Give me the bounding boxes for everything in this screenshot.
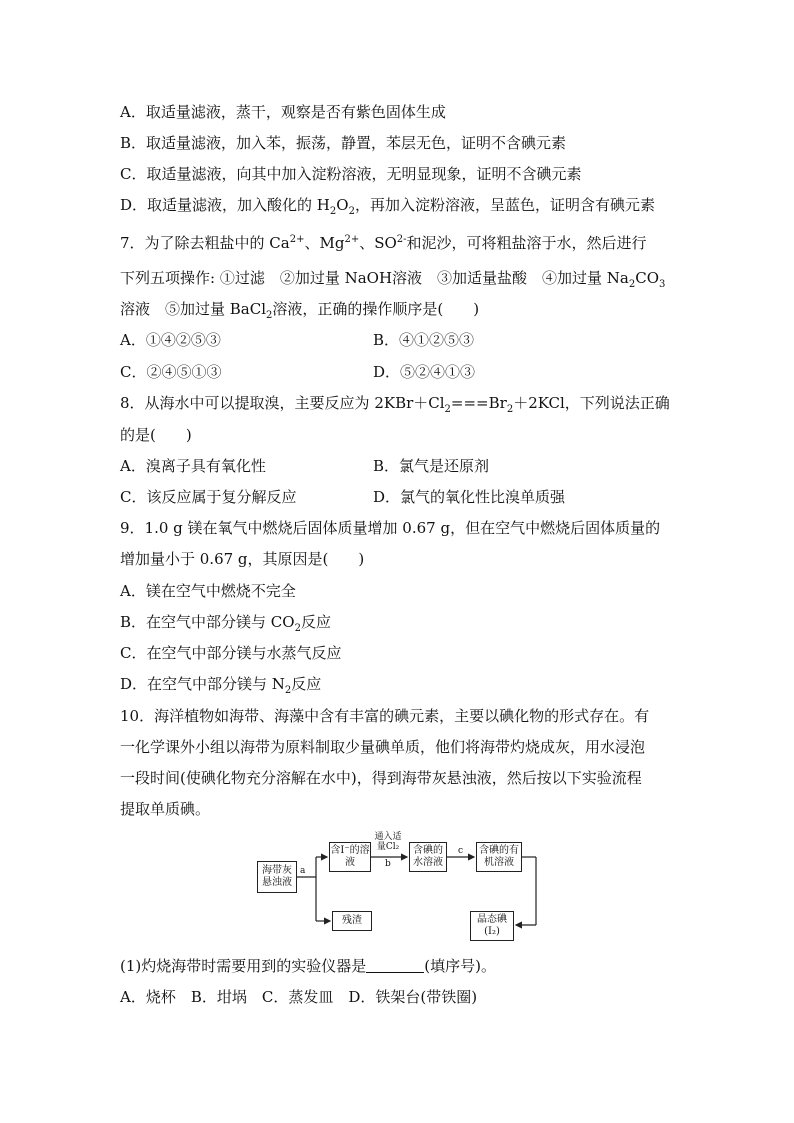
answer-blank[interactable]: [366, 957, 424, 973]
q8-stem-line1: 8．从海水中可以提取溴，主要反应为 $2KBr+Cl_2===Br_2+2KCl$，下列说法正确: [120, 394, 670, 415]
flow-box-aqueous-iodine: 含碘的水溶液: [409, 842, 447, 872]
flow-label-c: c: [458, 846, 464, 856]
q7-option-a: A．①④②⑤③: [120, 331, 221, 349]
q6-option-d: D．取适量滤液，加入酸化的 $H_2O_2$，再加入淀粉溶液，呈蓝色，证明含有碘元素: [120, 196, 655, 217]
q9-option-a: A．镁在空气中燃烧不完全: [120, 582, 296, 600]
q9-stem-line1: 9．1.0 g 镁在氧气中燃烧后固体质量增加 0.67 g，但在空气中燃烧后固体质量的: [120, 519, 661, 537]
q7-stem-line2: 下列五项操作: ①过滤 ②加过量 NaOH溶液 ③加适量盐酸 ④加过量 $Na_2CO_3$: [120, 269, 666, 290]
q10-sub1-question: (1)灼烧海带时需要用到的实验仪器是 (填序号)。: [120, 957, 496, 975]
q9-option-c: C．在空气中部分镁与水蒸气反应: [120, 644, 342, 662]
q6-option-a: A．取适量滤液，蒸干，观察是否有紫色固体生成: [120, 103, 446, 121]
flow-box-ash-suspension: 海带灰悬浊液: [257, 861, 297, 893]
q6-option-c: C．取适量滤液，向其中加入淀粉溶液，无明显现象，证明不含碘元素: [120, 165, 582, 183]
q10-stem-line2: 一化学课外小组以海带为原料制取少量碘单质，他们将海带灼烧成灰，用水浸泡: [120, 738, 646, 756]
flow-box-crystal-iodine: 晶态碘(I₂): [470, 911, 514, 941]
flow-box-residue: 残渣: [332, 911, 372, 931]
q10-stem-line4: 提取单质碘。: [120, 800, 211, 818]
q8-stem-line2: 的是( ): [120, 426, 192, 444]
q7-option-b: B．④①②⑤③: [373, 331, 475, 349]
flow-box-iodide-solution: 含I⁻的溶液: [329, 842, 371, 872]
q7-stem-line1: 7．为了除去粗盐中的 $Ca^{2+}$、$Mg^{2+}$、$SO^{2-}$和泥沙，可将粗盐溶于水，然后进行: [120, 234, 647, 252]
q10-stem-line3: 一段时间(使碘化物充分溶解在水中)，得到海带灰悬浊液，然后按以下实验流程: [120, 769, 642, 787]
q10-stem-line1: 10．海洋植物如海带、海藻中含有丰富的碘元素，主要以碘化物的形式存在。有: [120, 707, 650, 725]
flow-box-organic-iodine: 含碘的有机溶液: [476, 842, 522, 872]
q9-option-d: D．在空气中部分镁与 $N_2$反应: [120, 675, 322, 696]
q7-option-c: C．②④⑤①③: [120, 363, 222, 381]
q8-option-c: C．该反应属于复分解反应: [120, 488, 297, 506]
q8-option-a: A．溴离子具有氧化性: [120, 457, 266, 475]
q8-option-b: B．氯气是还原剂: [373, 457, 490, 475]
q7-option-d: D．⑤②④①③: [373, 363, 476, 381]
q8-option-d: D．氯气的氧化性比溴单质强: [373, 488, 566, 506]
q9-stem-line2: 增加量小于 0.67 g，其原因是( ): [120, 550, 365, 568]
q9-option-b: B．在空气中部分镁与 $CO_2$反应: [120, 613, 331, 634]
flow-label-cl2: 通入适量Cl₂: [374, 832, 402, 852]
flow-label-b: b: [385, 859, 391, 869]
flow-label-a: a: [300, 866, 306, 876]
q10-sub1-options: A．烧杯 B．坩埚 C．蒸发皿 D．铁架台(带铁圈): [120, 988, 478, 1006]
q6-option-b: B．取适量滤液，加入苯，振荡，静置，苯层无色，证明不含碘元素: [120, 134, 567, 152]
q7-stem-line3: 溶液 ⑤加过量 BaCl$_2$溶液，正确的操作顺序是( ): [120, 300, 480, 321]
